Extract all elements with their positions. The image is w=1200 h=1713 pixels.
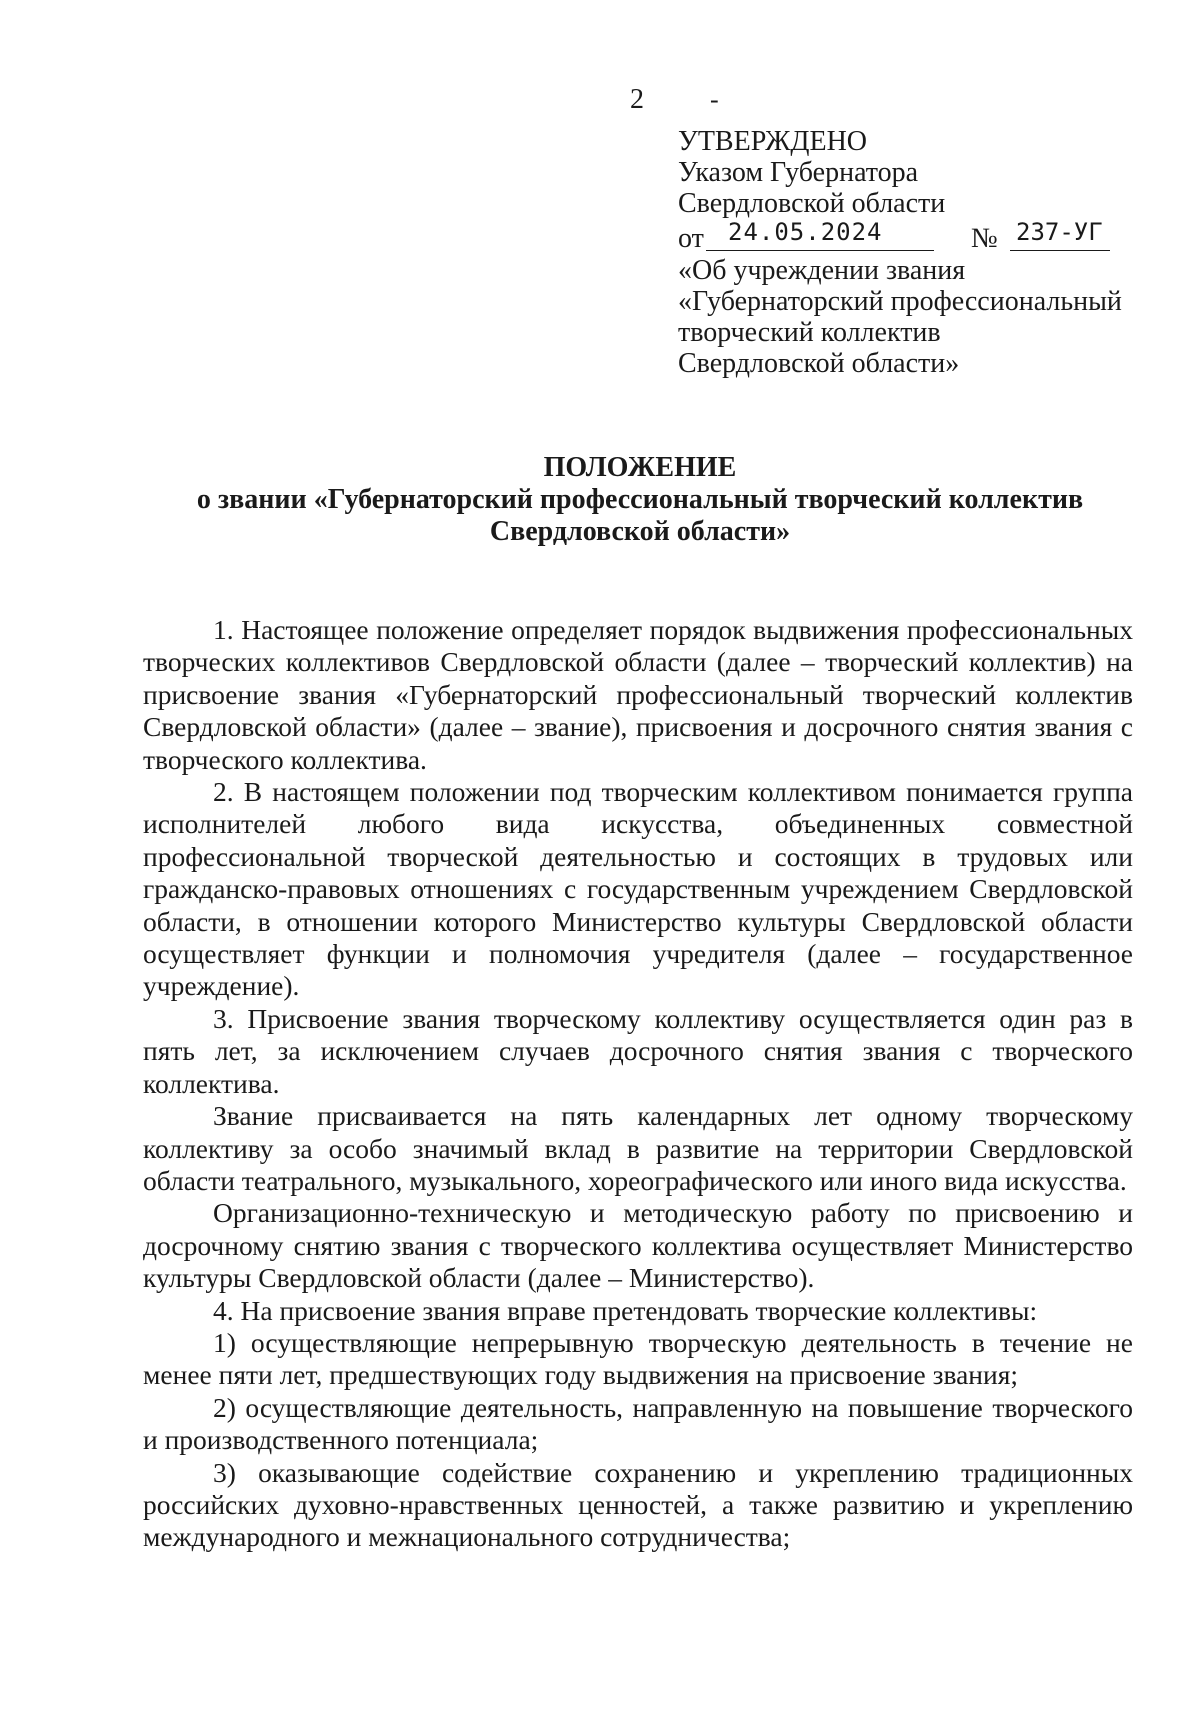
document-subtitle-line-1: о звании «Губернаторский профессиональный творческий коллектив (196, 484, 1084, 515)
document-body (143, 614, 1133, 1554)
paragraph-2: 2. В настоящем положении под творческим коллективом понимается группа исполнителей любого вида искусства, объединенных совместной профессиональной творческой деятельностью и состоящих в трудовых или гражданско-правовых отношениях с государственным учреждением Свердловской области, в отношении которого Министерство культуры Свердловской области осуществляет функции и полномочия учредителя (далее – государственное учреждение). (143, 776, 1133, 1002)
paragraph-4-item-1: 1) осуществляющие непрерывную творческую деятельность в течение не менее пяти лет, предшествующих году выдвижения на присвоение звания; (143, 1326, 1133, 1391)
page-number: 2 (630, 84, 644, 115)
approval-line-1: Указом Губернатора (678, 157, 919, 188)
paragraph-4-item-2: 2) осуществляющие деятельность, направленную на повышение творческого и производственного потенциала; (143, 1391, 1133, 1456)
approval-stamp (678, 126, 1158, 379)
paragraph-1: 1. Настоящее положение определяет порядок выдвижения профессиональных творческих коллективов Свердловской области (далее – творческий коллектив) на присвоение звания «Губернаторский профессиональный творческий коллектив Свердловской области» (далее – звание), присвоения и досрочного снятия звания с творческого коллектива. (143, 614, 1133, 775)
paragraph-3-organization: Организационно-техническую и методическую работу по присвоению и досрочному снятию звания с творческого коллектива осуществляет Министерство культуры Свердловской области (далее – Министерство). (143, 1197, 1133, 1294)
document-subtitle-line-2: Свердловской области» (489, 516, 791, 547)
decree-title-line-1: «Об учреждении звания (678, 255, 966, 286)
document-heading: ПОЛОЖЕНИЕ (543, 452, 737, 483)
decree-number: 237-УГ (1016, 218, 1103, 246)
decree-title-line-4: Свердловской области» (678, 348, 960, 379)
decree-date-number-row (678, 219, 1158, 255)
approval-line-2: Свердловской области (678, 188, 946, 219)
decree-title-line-3: творческий коллектив (678, 317, 941, 348)
number-sign: № (971, 223, 998, 254)
decree-date: 24.05.2024 (728, 218, 883, 246)
approved-label: УТВЕРЖДЕНО (678, 126, 868, 157)
decree-title-line-2: «Губернаторский профессиональный (678, 286, 1122, 317)
date-from-label: от (678, 223, 704, 254)
paragraph-4: 4. На присвоение звания вправе претендовать творческие коллективы: (213, 1294, 1038, 1326)
paragraph-3: 3. Присвоение звания творческому коллективу осуществляется один раз в пять лет, за исключением случаев досрочного снятия звания с творческого коллектива. (143, 1002, 1133, 1099)
paragraph-4-item-3: 3) оказывающие содействие сохранению и укреплению традиционных российских духовно-нравственных ценностей, а также развитию и укреплению международного и межнационального сотрудничества; (143, 1456, 1133, 1553)
document-title (120, 452, 1160, 548)
page-dash: - (710, 85, 719, 114)
paragraph-3-title-award: Звание присваивается на пять календарных лет одному творческому коллективу за особо значимый вклад в развитие на территории Свердловской области театрального, музыкального, хореографического или иного вида искусства. (143, 1100, 1133, 1196)
